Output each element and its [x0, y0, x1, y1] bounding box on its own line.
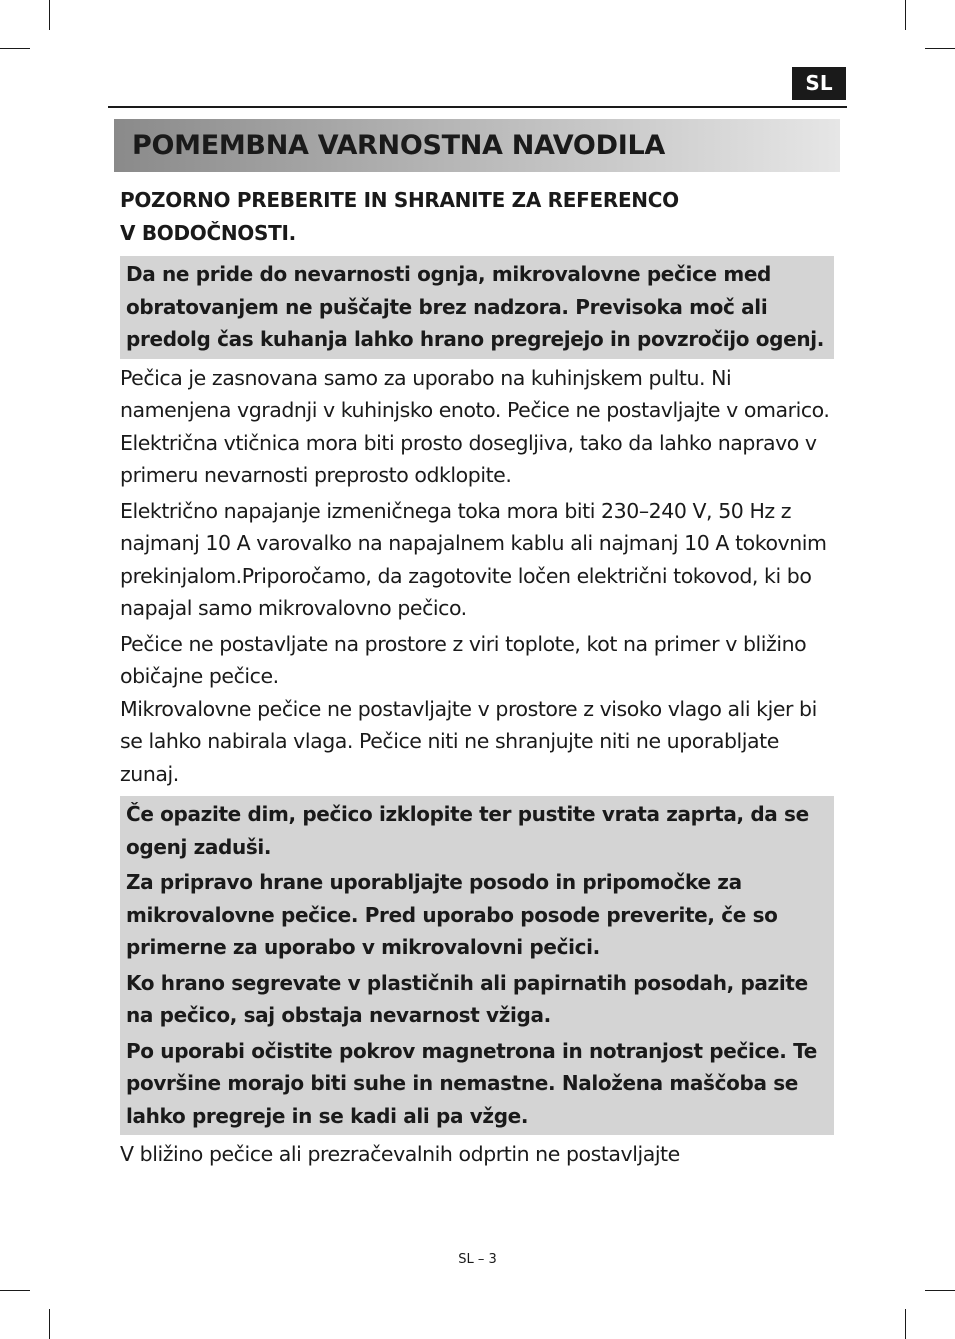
crop-mark-top-right-horizontal [925, 48, 955, 49]
fire-warning-text: Da ne pride do nevarnosti ognja, mikrovalovne pečice med obratovanjem ne puščajte brez nadzora. Previsoka moč ali predolg čas kuhanja lahko hrano pregrejejo in povzročijo ogenj. [126, 262, 824, 351]
intro-heading-line-1: POZORNO PREBERITE IN SHRANITE ZA REFERENCO [120, 188, 679, 212]
safety-notice-block [120, 796, 834, 1135]
language-badge: SL [792, 67, 846, 100]
paragraph-humidity: Mikrovalovne pečice ne postavljajte v prostore z visoko vlago ali kjer bi se lahko nabirala vlaga. Pečice niti ne shranjujte niti ne uporabljate zunaj. [120, 696, 817, 786]
paragraph-trailing: V bližino pečice ali prezračevalnih odprtin ne postavljajte [120, 1142, 680, 1166]
safety-notice-cookware: Za pripravo hrane uporabljajte posodo in pripomočke za mikrovalovne pečice. Pred uporabo posode preverite, če so primerne za uporabo v mikrovalovni pečici. [126, 870, 778, 959]
intro-heading [120, 184, 836, 250]
header-divider [108, 106, 847, 108]
page-number: SL – 3 [458, 1252, 497, 1267]
crop-mark-top-left-horizontal [0, 48, 30, 49]
safety-notice-plastic-containers: Ko hrano segrevate v plastičnih ali papirnatih posodah, pazite na pečico, saj obstaja nevarnost vžiga. [126, 970, 808, 1027]
crop-mark-bottom-left-vertical [49, 1309, 50, 1339]
section-banner [114, 119, 840, 172]
paragraph-heat-sources: Pečice ne postavljate na prostore z viri toplote, kot na primer v bližino običajne pečice. [120, 631, 807, 688]
crop-mark-bottom-right-vertical [905, 1309, 906, 1339]
crop-mark-bottom-right-horizontal [925, 1290, 955, 1291]
paragraph-placement: Pečica je zasnovana samo za uporabo na kuhinjskem pultu. Ni namenjena vgradnji v kuhinjsko enoto. Pečice ne postavljajte v omarico. Električna vtičnica mora biti prosto dosegljiva, tako da lahko napravo v primeru nevarnosti preprosto odklopite. [120, 365, 830, 487]
safety-notice-smoke: Če opazite dim, pečico izklopite ter pustite vrata zaprta, da se ogenj zaduši. [126, 802, 809, 859]
safety-notice-cleaning: Po uporabi očistite pokrov magnetrona in notranjost pečice. Te površine morajo biti suhe in nemastne. Naložena maščoba se lahko pregreje in se kadi ali pa vžge. [126, 1038, 817, 1128]
fire-warning-notice [120, 256, 834, 359]
section-title: POMEMBNA VARNOSTNA NAVODILA [132, 130, 665, 161]
intro-heading-line-2: V BODOČNOSTI. [120, 221, 296, 245]
paragraph-power-supply: Električno napajanje izmeničnega toka mora biti 230–240 V, 50 Hz z najmanj 10 A varovalko na napajalnem kablu ali najmanj 10 A tokovnim prekinjalom.Priporočamo, da zagotovite ločen električni tokovod, ki bo napajal samo mikrovalovno pečico. [120, 498, 827, 620]
crop-mark-top-left-vertical [49, 0, 50, 30]
crop-mark-bottom-left-horizontal [0, 1290, 30, 1291]
page-content [120, 184, 836, 1174]
crop-mark-top-right-vertical [905, 0, 906, 30]
